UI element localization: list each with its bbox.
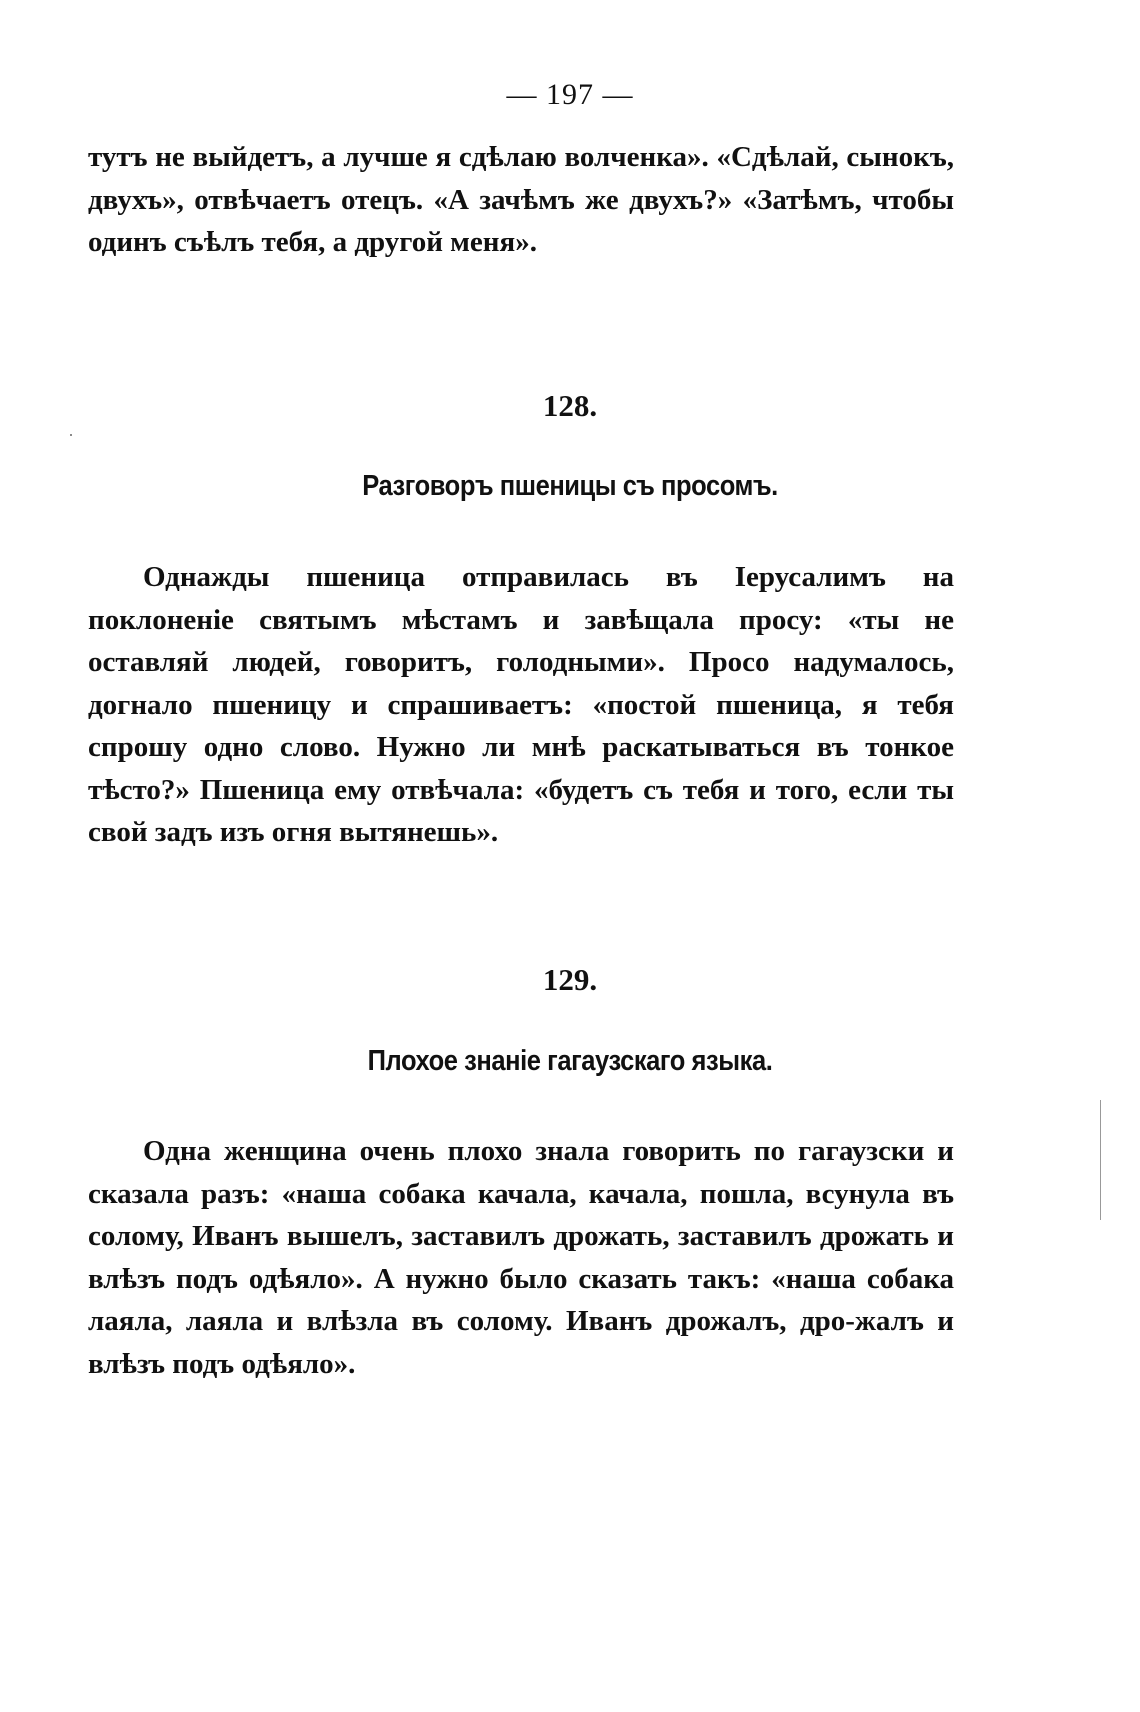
scan-margin-line xyxy=(1100,1100,1101,1220)
page-number: — 197 — xyxy=(506,78,634,111)
section-number-129: 129. xyxy=(542,962,598,997)
scan-speck xyxy=(70,434,72,436)
section-title-129: Плохое знаніе гагаузскаго языка. xyxy=(367,1045,773,1077)
section-text-128: Однажды пшеница отправилась въ Іерусалимъ на поклоненіе святымъ мѣстамъ и завѣщала просу: «ты не оставляй людей, говоритъ, голодными». Просо надумалось, догнало пшеницу и спрашиваетъ: «постой пшеница, я тебя спрошу одно слово. Нужно ли мнѣ раскатываться въ тонкое тѣсто?» Пшеница ему отвѣчала: «будетъ съ тебя и того, если ты свой задъ изъ огня вытянешь». xyxy=(88,561,954,848)
carryover-paragraph: тутъ не выйдетъ, а лучше я сдѣлаю волченка». «Сдѣлай, сынокъ, двухъ», отвѣчаетъ отецъ. «А зачѣмъ же двухъ?» «Затѣмъ, чтобы одинъ съѣлъ тебя, а другой меня». xyxy=(88,141,954,258)
section-number-128: 128. xyxy=(542,388,598,423)
section-title-128: Разговоръ пшеницы съ просомъ. xyxy=(362,470,778,502)
section-text-129: Одна женщина очень плохо знала говорить по гагаузски и сказала разъ: «наша собака качала, качала, пошла, всунула въ солому, Иванъ вышелъ, заставилъ дрожать, заставилъ дрожать и влѣзъ подъ одѣяло». А нужно было сказать такъ: «наша собака лаяла, лаяла и влѣзла въ солому. Иванъ дрожалъ, дро-жалъ и влѣзъ подъ одѣяло». xyxy=(88,1135,954,1380)
